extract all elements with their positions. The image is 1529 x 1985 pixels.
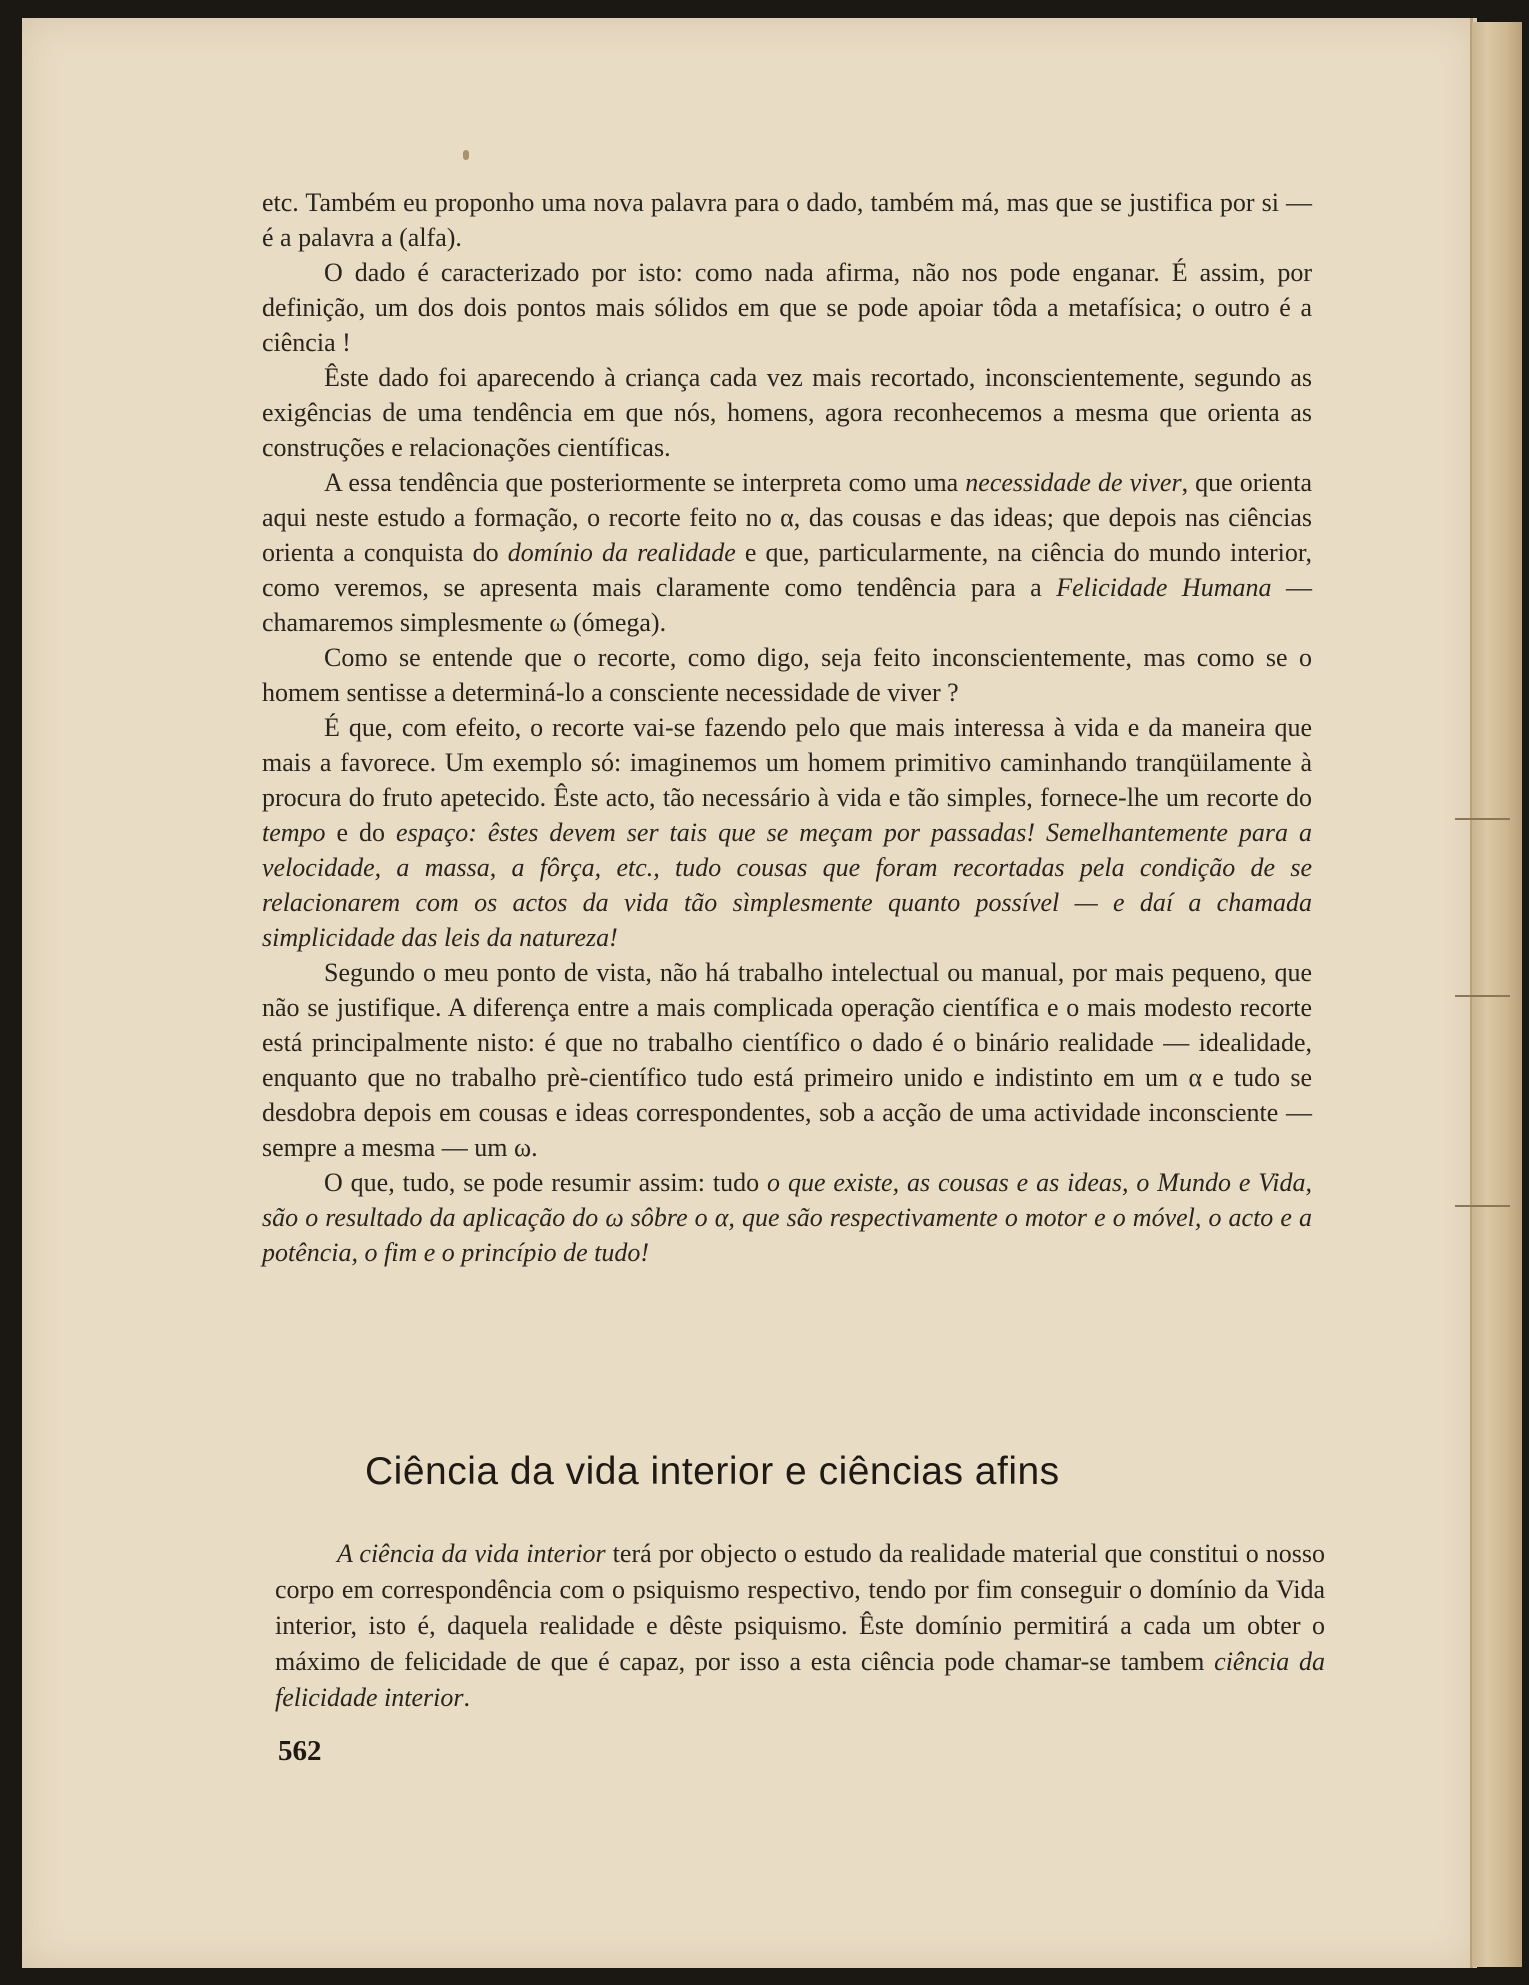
paragraph (262, 185, 1312, 255)
text-run: etc. Também eu proponho uma nova palavra para o dado, também má, mas que se justifica por si — é a palavra a (alfa). (262, 188, 1312, 252)
paragraph (262, 255, 1312, 360)
text-run: , que orienta aqui neste estudo a formação, o recorte feito no α, das cousas e das ideas; que depois nas ciências orienta a conquista do (262, 468, 1312, 567)
italic-text: A ciência da vida interior (337, 1539, 606, 1568)
italic-text: domínio da realidade (507, 538, 736, 567)
paragraph (262, 360, 1312, 465)
text-run: e que, particularmente, na ciência do mundo interior, como veremos, se apresenta mais claramente como tendência para a (262, 538, 1313, 602)
edge-tick-mark (1455, 1205, 1510, 1207)
paragraph (262, 710, 1312, 955)
text-run: — chamaremos simplesmente ω (ómega). (262, 573, 1313, 637)
text-run: . (463, 1683, 470, 1712)
text-run: terá por objecto o estudo da realidade material que constitui o nosso corpo em correspondência com o psiquismo respectivo, tendo por fim conseguir o domínio da Vida interior, isto é, daquela realidade e dêste psiquismo. Êste domínio permitirá a cada um obter o máximo de felicidade de que é capaz, por isso a esta ciência pode chamar-se tambem (275, 1539, 1325, 1676)
text-run: Como se entende que o recorte, como digo, seja feito inconscientemente, mas como se o homem sentisse a determiná-lo a consciente necessidade de viver ? (262, 643, 1312, 707)
text-run: O dado é caracterizado por isto: como nada afirma, não nos pode enganar. É assim, por definição, um dos dois pontos mais sólidos em que se pode apoiar tôda a metafísica; o outro é a ciência ! (262, 258, 1312, 357)
italic-text: o que existe, as cousas e as ideas, o Mundo e Vida, são o resultado da aplicação do ω sôbre o α, que são respectivamente o motor e o móvel, o acto e a potência, o fim e o princípio de tudo! (262, 1168, 1312, 1267)
paragraph (275, 1536, 1325, 1716)
paragraph (262, 1165, 1312, 1270)
italic-text: espaço: êstes devem ser tais que se meçam por passadas! Semelhantemente para a velocidade, a massa, a fôrça, etc., tudo cousas que foram recortadas pela condição de se relacionarem com os actos da vida tão sìmplesmente quanto possível — e daí a chamada simplicidade das leis da natureza! (262, 818, 1312, 952)
body-text (262, 185, 1312, 1270)
paragraph (262, 955, 1312, 1165)
paragraph (262, 465, 1312, 640)
italic-text: ciência da felicidade interior (275, 1647, 1325, 1712)
section-body-text (275, 1536, 1325, 1716)
italic-text: necessidade de viver (965, 468, 1182, 497)
edge-tick-mark (1455, 995, 1510, 997)
italic-text: tempo (262, 818, 326, 847)
italic-text: Felicidade Humana (1056, 573, 1272, 602)
paragraph (262, 640, 1312, 710)
page-number: 562 (278, 1735, 322, 1767)
text-run: É que, com efeito, o recorte vai-se fazendo pelo que mais interessa à vida e da maneira que mais a favorece. Um exemplo só: imaginemos um homem primitivo caminhando tranqüilamente à procura do fruto apetecido. Êste acto, tão necessário à vida e tão simples, fornece-lhe um recorte do (262, 713, 1312, 812)
edge-tick-mark (1455, 818, 1510, 820)
text-run: e do (325, 818, 397, 847)
text-run: Êste dado foi aparecendo à criança cada vez mais recortado, inconscientemente, segundo as exigências de uma tendência em que nós, homens, agora reconhecemos a mesma que orienta as construções e relacionações científicas. (262, 363, 1312, 462)
text-run: Segundo o meu ponto de vista, não há trabalho intelectual ou manual, por mais pequeno, que não se justifique. A diferença entre a mais complicada operação científica e o mais modesto recorte está principalmente nisto: é que no trabalho científico o dado é o binário realidade — idealidade, enquanto que no trabalho prè-científico tudo está primeiro unido e indistinto em um α e tudo se desdobra depois em cousas e ideas correspondentes, sob a acção de uma actividade inconsciente — sempre a mesma — um ω. (262, 958, 1312, 1162)
page-blemish (463, 150, 469, 160)
text-run: O que, tudo, se pode resumir assim: tudo (324, 1168, 768, 1197)
text-run: A essa tendência que posteriormente se interpreta como uma (324, 468, 966, 497)
section-heading: Ciência da vida interior e ciências afins (365, 1450, 1060, 1493)
